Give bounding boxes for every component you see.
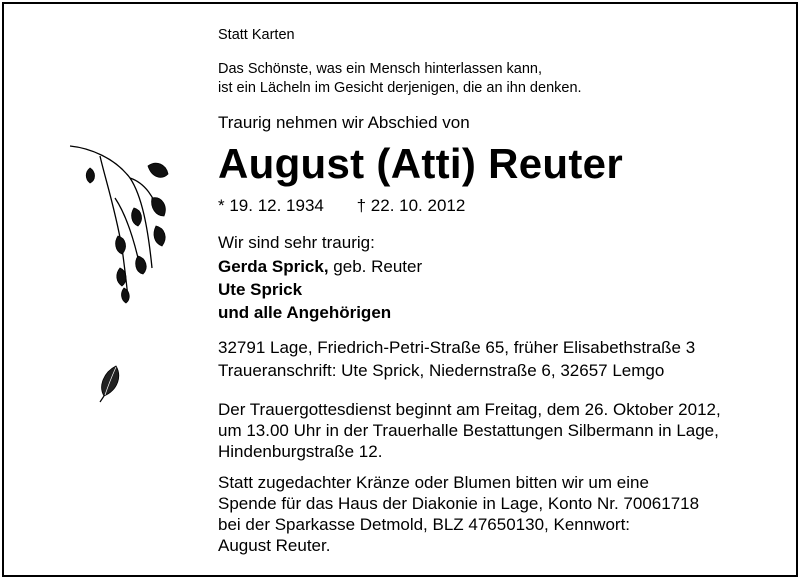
donation-line-3: bei der Sparkasse Detmold, BLZ 47650130, Kennwort: [218, 515, 631, 534]
intro-line: Traurig nehmen wir Abschied von [218, 113, 470, 132]
donation-line-1: Statt zugedachter Kränze oder Blumen bitten wir um eine [218, 473, 649, 492]
donation-line-2: Spende für das Haus der Diakonie in Lage, Konto Nr. 70061718 [218, 494, 700, 513]
deceased-name: August (Atti) Reuter [218, 140, 623, 187]
notice-heading: Statt Karten [218, 27, 295, 43]
death-date: † 22. 10. 2012 [356, 196, 466, 215]
service-line-3: Hindenburgstraße 12. [218, 442, 383, 461]
service-line-2: um 13.00 Uhr in der Trauerhalle Bestattungen Silbermann in Lage, [218, 421, 719, 440]
mourner-1 [218, 256, 422, 277]
mourner-1-suffix: geb. Reuter [328, 257, 423, 276]
birch-branch-icon [60, 138, 175, 308]
address-line-2: Traueranschrift: Ute Sprick, Niedernstraße 6, 32657 Lemgo [218, 361, 665, 380]
mourner-2: Ute Sprick [218, 280, 303, 299]
quote-line-2: ist ein Lächeln im Gesicht derjenigen, die an ihn denken. [218, 80, 582, 96]
mourner-1-name: Gerda Sprick, [218, 257, 329, 276]
birth-date: * 19. 12. 1934 [218, 196, 324, 215]
address-line-1: 32791 Lage, Friedrich-Petri-Straße 65, früher Elisabethstraße 3 [218, 338, 696, 357]
quote-line-1: Das Schönste, was ein Mensch hinterlassen kann, [218, 61, 543, 77]
service-line-1: Der Trauergottesdienst beginnt am Freitag, dem 26. Oktober 2012, [218, 400, 721, 419]
life-dates [218, 195, 465, 216]
mourner-3: und alle Angehörigen [218, 303, 392, 322]
donation-line-4: August Reuter. [218, 536, 331, 555]
mourners-intro: Wir sind sehr traurig: [218, 233, 375, 252]
falling-leaf-icon [96, 362, 126, 404]
